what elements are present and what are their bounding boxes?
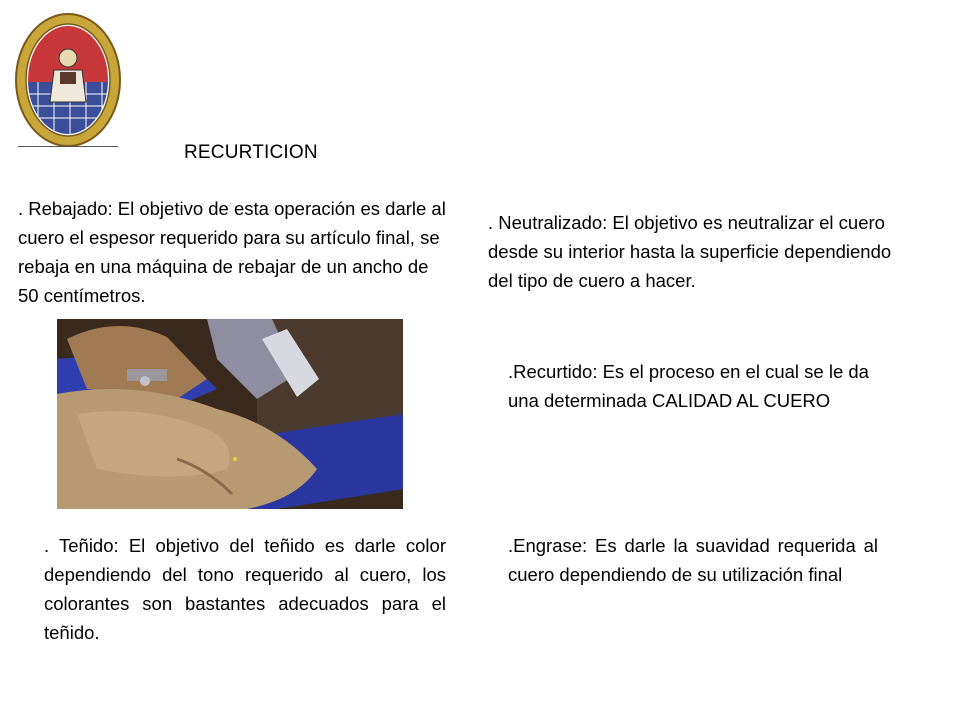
svg-text:·: · bbox=[42, 22, 44, 28]
recurtido-paragraph: .Recurtido: Es el proceso en el cual se le da una determinada CALIDAD AL CUERO bbox=[508, 361, 869, 411]
engrase-paragraph: .Engrase: Es darle la suavidad requerida al cuero dependiendo de su utilización final bbox=[508, 535, 878, 585]
tenido-paragraph: . Teñido: El objetivo del teñido es darle color dependiendo del tono requerido al cuero, los colorantes son bastantes adecuados para el teñido. bbox=[44, 535, 446, 643]
logo-underline bbox=[18, 146, 118, 147]
page-title: RECURTICION bbox=[184, 142, 318, 163]
leather-shaving-photo bbox=[57, 319, 403, 509]
university-seal-logo bbox=[12, 12, 124, 152]
neutralizado-paragraph: . Neutralizado: El objetivo es neutralizar el cuero desde su interior hasta la superficie dependiendo del tipo de cuero a hacer. bbox=[488, 212, 892, 291]
svg-text:·: · bbox=[90, 22, 92, 28]
rebajado-paragraph: . Rebajado: El objetivo de esta operación es darle al cuero el espesor requerido para su artículo final, se rebaja en una máquina de rebajar de un ancho de 50 centímetros. bbox=[18, 198, 446, 306]
